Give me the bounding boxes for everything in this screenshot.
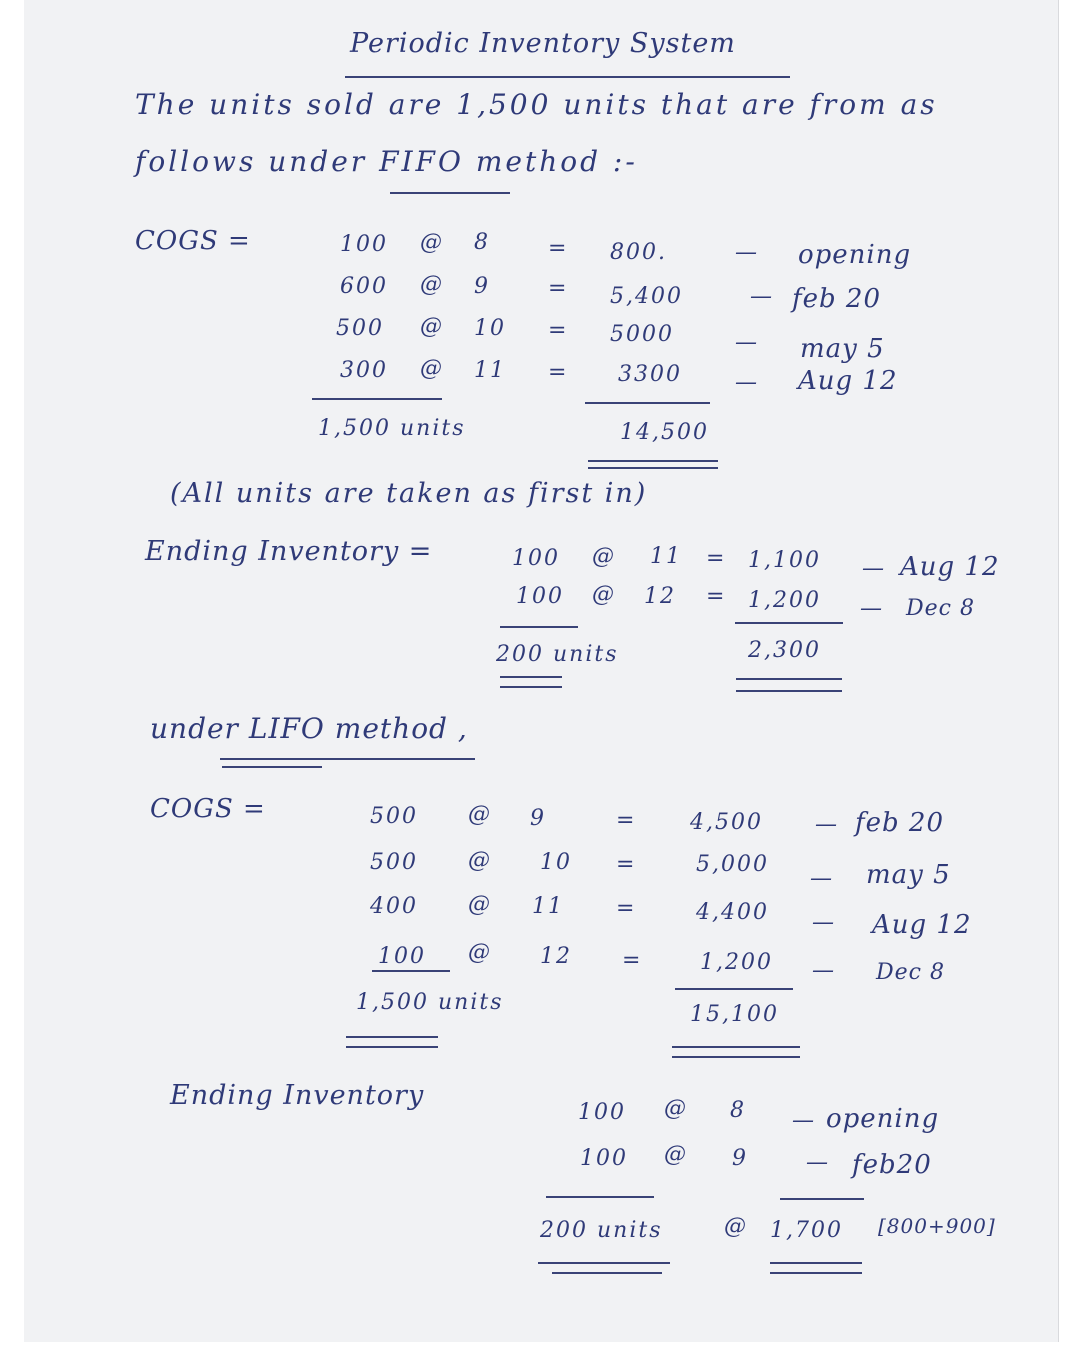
- fifo-ending-double-1: [500, 676, 562, 678]
- lifo-ending-row-1-units: 100: [578, 1100, 626, 1125]
- lifo-ending-label: Ending Inventory: [170, 1080, 425, 1111]
- lifo-total-value: 15,100: [690, 1002, 779, 1027]
- lifo-ending-double-1: [538, 1262, 670, 1264]
- lifo-row-3-cost: 11: [532, 894, 564, 919]
- lifo-row-4-units: 100: [378, 944, 426, 969]
- fifo-ending-row-1-at: @: [592, 544, 616, 569]
- lifo-ending-row-2-units: 100: [580, 1146, 628, 1171]
- fifo-ending-row-1-eq: =: [706, 546, 727, 571]
- fifo-row-1-units: 100: [340, 232, 388, 257]
- fifo-ending-double-4: [736, 690, 842, 692]
- lifo-row-4-eq: =: [622, 948, 643, 973]
- fifo-ending-row-1-units: 100: [512, 546, 560, 571]
- lifo-row-3-date: Aug 12: [872, 910, 972, 940]
- lifo-row-3-at: @: [468, 892, 492, 917]
- intro-line-2: follows under FIFO method :-: [135, 145, 638, 178]
- fifo-row-4-at: @: [420, 356, 444, 381]
- fifo-total-value: 14,500: [620, 420, 709, 445]
- lifo-ending-row-1-at: @: [664, 1096, 688, 1121]
- fifo-row-3-dash: —: [735, 330, 759, 355]
- lifo-ending-units-rule: [546, 1196, 654, 1198]
- lifo-value-rule: [675, 988, 793, 990]
- fifo-row-2-total: 5,400: [610, 284, 683, 309]
- fifo-ending-value-rule: [735, 622, 843, 624]
- fifo-ending-row-2-dash: —: [860, 596, 884, 621]
- fifo-row-3-at: @: [420, 314, 444, 339]
- lifo-total-units: 1,500 units: [356, 990, 504, 1015]
- lifo-double-rule-1: [346, 1036, 438, 1038]
- fifo-value-rule: [585, 402, 710, 404]
- fifo-row-1-dash: —: [735, 240, 759, 265]
- lifo-heading-underline-2: [222, 766, 322, 768]
- fifo-ending-row-1-total: 1,100: [748, 548, 821, 573]
- lifo-row-3-total: 4,400: [696, 900, 769, 925]
- fifo-ending-units: 200 units: [496, 642, 619, 667]
- fifo-ending-row-2-date: Dec 8: [906, 596, 975, 621]
- fifo-row-4-cost: 11: [474, 358, 506, 383]
- lifo-row-2-at: @: [468, 848, 492, 873]
- fifo-row-4-date: Aug 12: [798, 366, 898, 396]
- intro-line-1: The units sold are 1,500 units that are from as: [135, 88, 938, 121]
- lifo-heading-underline: [220, 758, 475, 760]
- fifo-ending-row-1-date: Aug 12: [900, 552, 1000, 582]
- fifo-row-2-at: @: [420, 272, 444, 297]
- fifo-note: (All units are taken as first in): [170, 478, 648, 509]
- fifo-row-1-at: @: [420, 230, 444, 255]
- fifo-ending-row-1-dash: —: [862, 556, 886, 581]
- lifo-row-4-date: Dec 8: [876, 960, 945, 985]
- lifo-row-1-dash: —: [815, 812, 839, 837]
- fifo-ending-label: Ending Inventory =: [145, 536, 433, 567]
- lifo-row-3-dash: —: [812, 910, 836, 935]
- lifo-row-1-eq: =: [616, 808, 637, 833]
- lifo-double-rule-3: [672, 1046, 800, 1048]
- lifo-row-1-cost: 9: [530, 806, 546, 831]
- fifo-row-3-cost: 10: [474, 316, 506, 341]
- fifo-ending-double-3: [736, 678, 842, 680]
- lifo-ending-row-1-dash: —: [792, 1108, 816, 1133]
- lifo-ending-value-rule: [780, 1198, 864, 1200]
- lifo-units-rule: [372, 970, 450, 972]
- lifo-row-4-total: 1,200: [700, 950, 773, 975]
- lifo-ending-row-2-date: feb20: [852, 1150, 932, 1180]
- lifo-row-1-total: 4,500: [690, 810, 763, 835]
- page-title: Periodic Inventory System: [350, 28, 736, 59]
- fifo-total-units: 1,500 units: [318, 416, 466, 441]
- fifo-row-2-date: feb 20: [792, 284, 882, 314]
- lifo-cogs-label: COGS =: [150, 794, 266, 824]
- lifo-heading: under LIFO method ,: [150, 712, 468, 745]
- lifo-ending-row-2-at: @: [664, 1142, 688, 1167]
- fifo-ending-units-rule: [500, 626, 578, 628]
- lifo-row-4-at: @: [468, 940, 492, 965]
- lifo-ending-double-4: [770, 1272, 862, 1274]
- lifo-ending-double-2: [552, 1272, 662, 1274]
- lifo-ending-row-2-dash: —: [806, 1150, 830, 1175]
- lifo-ending-row-1-date: opening: [826, 1104, 940, 1134]
- lifo-row-3-eq: =: [616, 896, 637, 921]
- lifo-row-2-date: may 5: [866, 860, 951, 890]
- fifo-row-1-date: opening: [798, 240, 912, 270]
- fifo-row-3-date: may 5: [800, 334, 885, 364]
- lifo-ending-row-2-cost: 9: [732, 1146, 748, 1171]
- intro-underline: [390, 192, 510, 194]
- lifo-ending-double-3: [770, 1262, 862, 1264]
- lifo-row-2-cost: 10: [540, 850, 572, 875]
- fifo-cogs-label: COGS =: [135, 226, 251, 256]
- fifo-row-2-eq: =: [548, 276, 569, 301]
- fifo-ending-row-2-units: 100: [516, 584, 564, 609]
- lifo-row-2-total: 5,000: [696, 852, 769, 877]
- lifo-row-4-cost: 12: [540, 944, 572, 969]
- fifo-ending-row-2-total: 1,200: [748, 588, 821, 613]
- lifo-row-1-date: feb 20: [855, 808, 945, 838]
- lifo-ending-units: 200 units: [540, 1218, 663, 1243]
- lifo-ending-row-1-cost: 8: [730, 1098, 746, 1123]
- fifo-row-2-dash: —: [750, 284, 774, 309]
- lifo-ending-breakdown: [800+900]: [878, 1214, 996, 1238]
- fifo-row-3-eq: =: [548, 318, 569, 343]
- fifo-row-3-total: 5000: [610, 322, 674, 347]
- lifo-row-2-dash: —: [810, 866, 834, 891]
- fifo-row-2-units: 600: [340, 274, 388, 299]
- fifo-row-4-units: 300: [340, 358, 388, 383]
- lifo-row-3-units: 400: [370, 894, 418, 919]
- fifo-row-1-total: 800.: [610, 240, 667, 265]
- fifo-row-1-cost: 8: [474, 230, 490, 255]
- fifo-row-4-eq: =: [548, 360, 569, 385]
- fifo-ending-row-1-cost: 11: [650, 544, 682, 569]
- title-underline: [345, 76, 790, 78]
- fifo-double-rule-2: [588, 467, 718, 469]
- lifo-ending-value: 1,700: [770, 1218, 843, 1243]
- lifo-double-rule-2: [346, 1046, 438, 1048]
- lifo-row-4-dash: —: [812, 958, 836, 983]
- notebook-page: [24, 0, 1059, 1342]
- fifo-ending-row-2-cost: 12: [644, 584, 676, 609]
- lifo-double-rule-4: [672, 1056, 800, 1058]
- lifo-row-2-units: 500: [370, 850, 418, 875]
- fifo-row-2-cost: 9: [474, 274, 490, 299]
- fifo-units-rule: [312, 398, 442, 400]
- lifo-ending-at: @: [724, 1214, 748, 1239]
- fifo-ending-double-2: [500, 686, 562, 688]
- fifo-ending-row-2-at: @: [592, 582, 616, 607]
- fifo-row-1-eq: =: [548, 236, 569, 261]
- fifo-ending-row-2-eq: =: [706, 584, 727, 609]
- lifo-row-1-at: @: [468, 802, 492, 827]
- fifo-double-rule-1: [588, 460, 718, 462]
- fifo-row-4-total: 3300: [618, 362, 682, 387]
- fifo-ending-value: 2,300: [748, 638, 821, 663]
- lifo-row-2-eq: =: [616, 852, 637, 877]
- lifo-row-1-units: 500: [370, 804, 418, 829]
- fifo-row-4-dash: —: [735, 370, 759, 395]
- fifo-row-3-units: 500: [336, 316, 384, 341]
